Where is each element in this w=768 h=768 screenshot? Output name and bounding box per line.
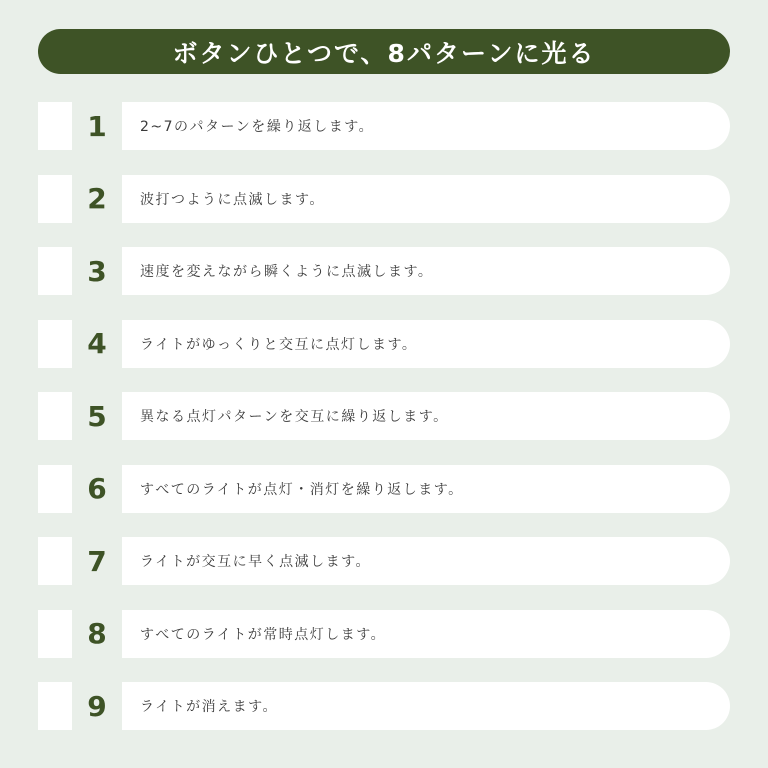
pattern-list	[38, 102, 730, 755]
pattern-number: 9	[87, 689, 107, 723]
pattern-row	[38, 320, 730, 368]
pattern-description-pill	[122, 465, 730, 513]
number-tab	[38, 537, 72, 585]
pattern-description-pill	[122, 392, 730, 440]
pattern-description: 2~7のパターンを繰り返します。	[140, 119, 375, 135]
pattern-description: 異なる点灯パターンを交互に繰り返します。	[140, 409, 449, 425]
pattern-description-pill	[122, 682, 730, 730]
number-tab	[38, 610, 72, 658]
title-banner	[38, 29, 730, 74]
pattern-row	[38, 537, 730, 585]
number-tab	[38, 465, 72, 513]
pattern-number: 4	[87, 327, 107, 360]
pattern-row	[38, 465, 730, 513]
pattern-number: 6	[87, 472, 107, 505]
pattern-number: 3	[87, 254, 107, 288]
pattern-row	[38, 682, 730, 730]
pattern-number: 2	[87, 182, 107, 215]
number-tab	[38, 102, 72, 150]
pattern-description-pill	[122, 610, 730, 658]
pattern-description-pill	[122, 102, 730, 150]
pattern-row	[38, 102, 730, 150]
pattern-description: すべてのライトが常時点灯します。	[140, 626, 387, 643]
pattern-row	[38, 247, 730, 295]
number-tab	[38, 175, 72, 223]
number-tab	[38, 392, 72, 440]
pattern-description-pill	[122, 175, 730, 223]
number-tab	[38, 320, 72, 368]
pattern-description-pill	[122, 247, 730, 295]
pattern-description: ライトが交互に早く点滅します。	[140, 554, 371, 570]
number-tab	[38, 247, 72, 295]
pattern-description-pill	[122, 320, 730, 368]
pattern-row	[38, 175, 730, 223]
pattern-description: 速度を変えながら瞬くように点滅します。	[140, 264, 434, 280]
pattern-row	[38, 392, 730, 440]
pattern-description-pill	[122, 537, 730, 585]
pattern-description: 波打つように点滅します。	[140, 191, 325, 208]
pattern-number: 1	[87, 109, 107, 143]
pattern-row	[38, 610, 730, 658]
pattern-number: 7	[87, 544, 107, 578]
pattern-description: すべてのライトが点灯・消灯を繰り返します。	[140, 481, 464, 498]
pattern-number: 8	[87, 617, 107, 650]
pattern-description: ライトが消えます。	[140, 699, 278, 715]
pattern-description: ライトがゆっくりと交互に点灯します。	[140, 336, 418, 353]
pattern-number: 5	[87, 399, 107, 433]
page-title: ボタンひとつで、8パターンに光る	[172, 38, 596, 68]
number-tab	[38, 682, 72, 730]
